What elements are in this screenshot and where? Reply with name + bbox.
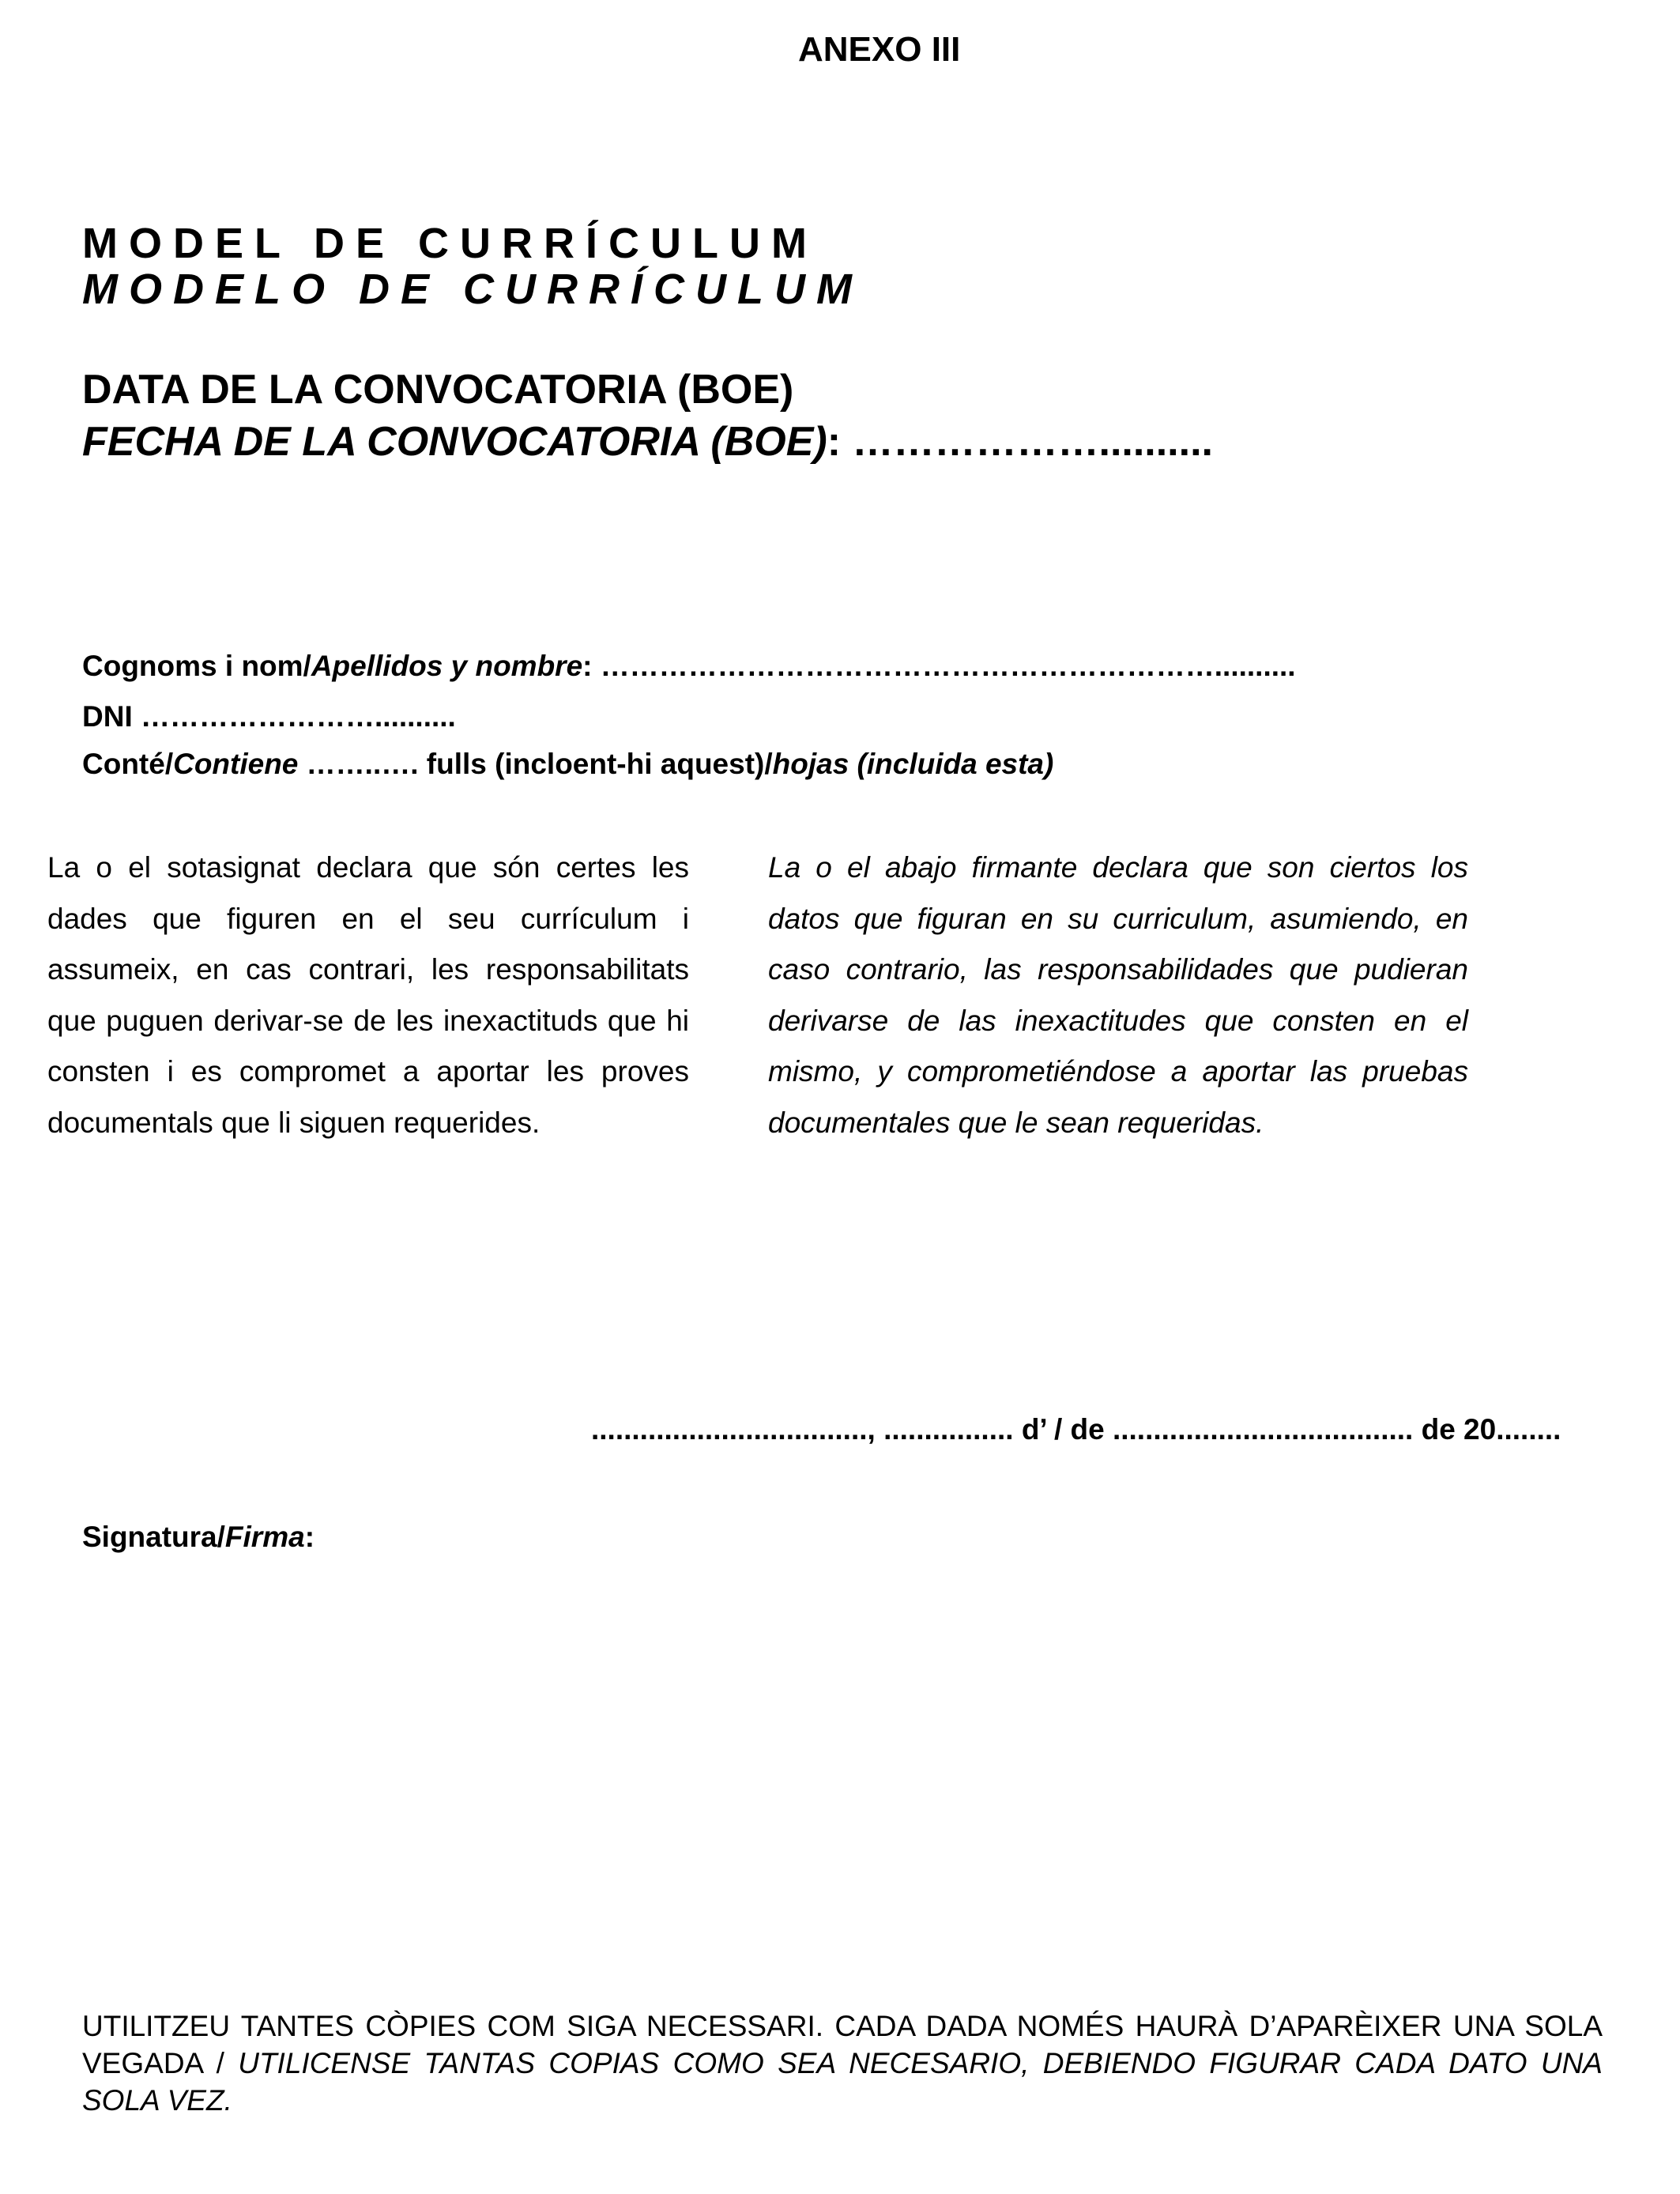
name-field-line xyxy=(82,648,1296,684)
signature-label-catalan: Signatura/ xyxy=(82,1521,225,1553)
annex-heading: ANEXO III xyxy=(798,30,961,69)
dni-field-line xyxy=(82,699,456,735)
date-place-line: .................................., ................ d’ / de ..................................... de 20........ xyxy=(591,1413,1561,1446)
contains-label-catalan: Conté/ xyxy=(82,748,174,780)
title-spanish: MODELO DE CURRÍCULUM xyxy=(82,266,863,313)
dni-blank: …………………….......... xyxy=(132,700,456,733)
footer-catalan: UTILITZEU TANTES CÒPIES COM SIGA NECESSARI. CADA DADA NOMÉS HAURÀ D’APARÈIXER UNA SOLA VEGADA / xyxy=(82,2010,1603,2079)
dni-label: DNI xyxy=(82,700,133,733)
name-label-spanish: Apellidos y nombre xyxy=(311,650,583,682)
declaration-spanish: La o el abajo firmante declara que son ciertos los datos que figuran en su curriculum, asumiendo, en caso contrario, las responsabilidades que pudieran derivarse de las inexactitudes que consten en el mismo, y comprometiéndose a aportar las pruebas documentales que le sean requeridas. xyxy=(768,851,1468,1139)
signature-colon: : xyxy=(304,1521,315,1553)
convocatoria-line-spanish xyxy=(82,417,1213,466)
signature-line xyxy=(82,1521,315,1554)
contains-suffix-spanish: hojas (incluida esta) xyxy=(772,748,1054,780)
convocatoria-label-catalan: DATA DE LA CONVOCATORIA (BOE) xyxy=(82,367,794,413)
signature-label-spanish: Firma xyxy=(224,1521,305,1553)
declaration-catalan: La o el sotasignat declara que són certes les dades que figuren en el seu currículum i assumeix, en cas contrari, les responsabilitats que puguen derivar-se de les inexactituds que hi consten i es compromet a aportar les proves documentals que li siguen requerides. xyxy=(47,851,689,1139)
name-label-catalan: Cognoms i nom/ xyxy=(82,650,311,682)
contains-blank: ……..…. fulls (incloent-hi aquest)/ xyxy=(298,748,773,780)
footer-spanish: UTILICENSE TANTAS COPIAS COMO SEA NECESARIO, DEBIENDO FIGURAR CADA DATO UNA SOLA VEZ. xyxy=(82,2047,1603,2117)
contains-label-spanish: Contiene xyxy=(173,748,299,780)
convocatoria-label-spanish: FECHA DE LA CONVOCATORIA (BOE) xyxy=(82,419,827,465)
name-blank: : ……………………………………………………….......... xyxy=(582,650,1296,682)
convocatoria-blank: : ……………….......... xyxy=(827,419,1213,465)
pages-field-line xyxy=(82,746,1053,782)
title-catalan: MODEL DE CURRÍCULUM xyxy=(82,220,818,267)
footer-note xyxy=(82,2007,1603,2119)
